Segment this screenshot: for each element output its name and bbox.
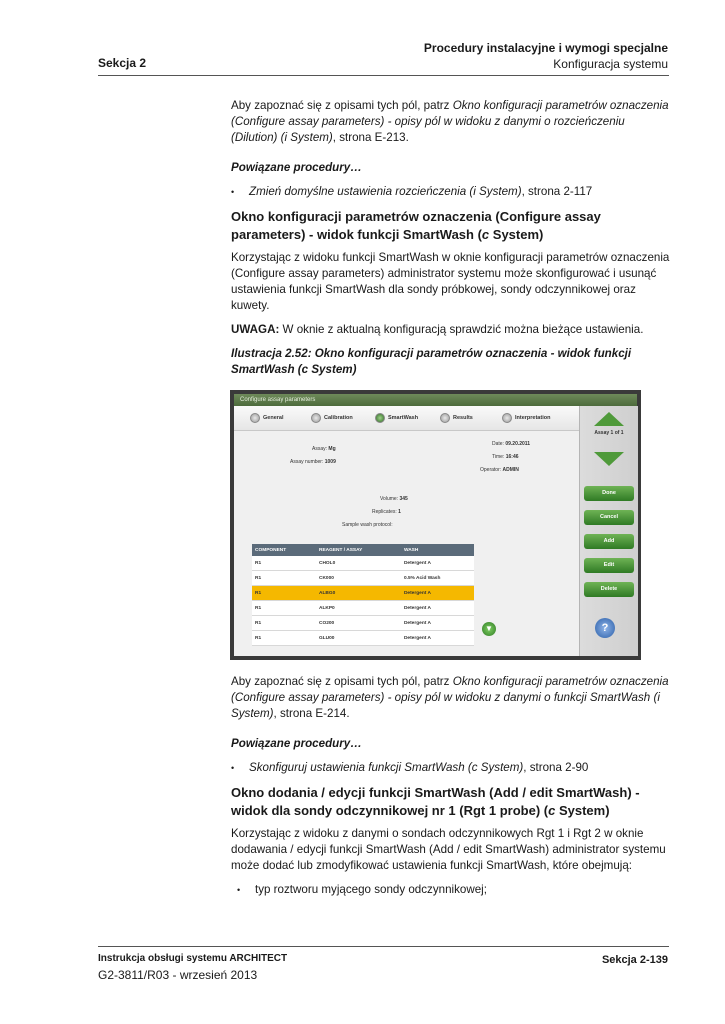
link-ref-dilution[interactable]: Okno konfiguracji parametrów oznaczenia (Configure assay parameters) - opisy pól w widoku z danymi o rozcieńczeniu (Dilution) (i System) bbox=[231, 99, 669, 144]
tab-interpretation[interactable] bbox=[502, 413, 550, 423]
column-header: COMPONENT bbox=[252, 544, 316, 556]
header-rule bbox=[98, 75, 669, 76]
table-cell: CHOL0 bbox=[316, 556, 401, 571]
text-run: c bbox=[481, 227, 490, 242]
tab-bar bbox=[234, 406, 579, 431]
section-heading-add-edit bbox=[231, 784, 671, 820]
text-run: W oknie z aktualną konfiguracją sprawdzić można bieżące ustawienia. bbox=[279, 323, 644, 336]
assay-number-field bbox=[290, 459, 336, 465]
operator-value: ADMIN bbox=[502, 467, 519, 473]
link-ref-smartwash[interactable]: Okno konfiguracji parametrów oznaczenia (Configure assay parameters) - opisy pól w widoku z danymi o funkcji SmartWash (i System) bbox=[231, 675, 669, 720]
next-assay-arrow-icon[interactable] bbox=[594, 452, 624, 466]
link-change-dilution[interactable]: Zmień domyślne ustawienia rozcieńczenia (i System) bbox=[249, 185, 522, 198]
sample-wash-label: Sample wash protocol: bbox=[342, 522, 393, 528]
table-cell: Detergent A bbox=[401, 616, 474, 631]
volume-value: 345 bbox=[399, 496, 408, 502]
table-cell: R1 bbox=[252, 586, 316, 601]
table-cell: CO200 bbox=[316, 616, 401, 631]
related-procedures-heading: Powiązane procedury… bbox=[231, 161, 362, 174]
edit-button[interactable]: Edit bbox=[584, 558, 634, 573]
table-cell: ALKP0 bbox=[316, 601, 401, 616]
assay-field bbox=[312, 446, 336, 452]
table-cell: R1 bbox=[252, 571, 316, 586]
paragraph-ref-dilution bbox=[231, 98, 671, 146]
tab-calibration[interactable] bbox=[311, 413, 353, 423]
footer-rule bbox=[98, 946, 669, 947]
assay-value: Mg bbox=[328, 446, 336, 452]
related-procedures-heading: Powiązane procedury… bbox=[231, 737, 362, 750]
bullet-item bbox=[231, 184, 671, 200]
paragraph-add-edit-desc: Korzystając z widoku z danymi o sondach odczynnikowych Rgt 1 i Rgt 2 w oknie dodawania / edycji funkcji SmartWash (Add / edit SmartWash) administrator systemu może dodać lub zmodyfikować ustawienia funkcji SmartWash, które obejmują: bbox=[231, 827, 666, 872]
tab-label: Results bbox=[453, 415, 473, 421]
assay-number-label: Assay number: bbox=[290, 459, 324, 465]
date-value: 09.20.2011 bbox=[505, 441, 531, 447]
radio-icon bbox=[375, 413, 385, 423]
footer-page-number: Sekcja 2-139 bbox=[601, 954, 668, 966]
tab-smartwash[interactable] bbox=[375, 413, 418, 423]
figure-screenshot bbox=[230, 390, 641, 660]
smartwash-table bbox=[252, 544, 474, 646]
header-section: Sekcja 2 bbox=[98, 56, 147, 70]
table-row[interactable] bbox=[252, 631, 474, 646]
paragraph-ref-smartwash bbox=[231, 674, 671, 722]
column-header: WASH bbox=[401, 544, 474, 556]
tab-label: Interpretation bbox=[515, 415, 551, 421]
window-title: Configure assay parameters bbox=[234, 394, 637, 406]
add-button[interactable]: Add bbox=[584, 534, 634, 549]
replicates-value: 1 bbox=[398, 509, 401, 515]
help-icon[interactable]: ? bbox=[595, 618, 615, 638]
time-value: 16:46 bbox=[505, 454, 519, 460]
sample-wash-field bbox=[342, 522, 393, 528]
header-title: Procedury instalacyjne i wymogi specjalne bbox=[423, 41, 668, 55]
figure-caption: Ilustracja 2.52: Okno konfiguracji parametrów oznaczenia - widok funkcji SmartWash (c System) bbox=[231, 347, 632, 376]
text-run: , strona E-214. bbox=[273, 707, 350, 720]
tab-label: Calibration bbox=[324, 415, 353, 421]
tab-general[interactable] bbox=[250, 413, 283, 423]
bullet-item: • typ roztworu myjącego sondy odczynnikowej; bbox=[237, 882, 671, 898]
table-cell: R1 bbox=[252, 601, 316, 616]
table-cell: ALBG0 bbox=[316, 586, 401, 601]
upper-text-block bbox=[231, 98, 671, 378]
scroll-down-icon[interactable]: ▼ bbox=[482, 622, 496, 636]
text-run: , strona 2-90 bbox=[523, 761, 589, 774]
text-run: System) bbox=[555, 803, 610, 818]
table-cell: CK000 bbox=[316, 571, 401, 586]
text-run: Okno dodania / edycji funkcji SmartWash (Add / edit SmartWash) - widok dla sondy odczynnikowej nr 1 (Rgt 1 probe) ( bbox=[231, 785, 640, 818]
footer-manual-title: Instrukcja obsługi systemu ARCHITECT bbox=[98, 953, 288, 964]
table-cell: Detergent A bbox=[401, 586, 474, 601]
table-row[interactable] bbox=[252, 601, 474, 616]
operator-field bbox=[480, 467, 519, 473]
text-run: , strona E-213. bbox=[332, 131, 409, 144]
window-panel bbox=[234, 406, 637, 656]
column-header: REAGENT / ASSAY bbox=[316, 544, 401, 556]
table-cell: 0.5% Acid Wash bbox=[401, 571, 474, 586]
table-row[interactable] bbox=[252, 556, 474, 571]
tab-label: General bbox=[263, 415, 284, 421]
time-label: Time: bbox=[492, 454, 505, 460]
operator-label: Operator: bbox=[480, 467, 502, 473]
text-run: Aby zapoznać się z opisami tych pól, patrz bbox=[231, 99, 453, 112]
assay-label: Assay: bbox=[312, 446, 328, 452]
table-row[interactable] bbox=[252, 571, 474, 586]
volume-field bbox=[380, 496, 408, 502]
table-cell: GLU00 bbox=[316, 631, 401, 646]
tab-results[interactable] bbox=[440, 413, 473, 423]
date-label: Date: bbox=[492, 441, 504, 447]
bullet-item bbox=[231, 760, 671, 776]
table-cell: R1 bbox=[252, 616, 316, 631]
paragraph-smartwash-desc: Korzystając z widoku funkcji SmartWash w oknie konfiguracji parametrów oznaczenia (Configure assay parameters) administrator systemu może skonfigurować i usunąć ustawienia funkcji SmartWash dla sondy próbkowej, sondy odczynnikowej oraz kuwety. bbox=[231, 251, 670, 312]
note-paragraph bbox=[231, 322, 671, 338]
replicates-field bbox=[372, 509, 401, 515]
table-cell: Detergent A bbox=[401, 631, 474, 646]
text-run: c bbox=[548, 803, 556, 818]
footer-doc-id: G2-3811/R03 - wrzesień 2013 bbox=[98, 968, 258, 982]
radio-icon bbox=[440, 413, 450, 423]
replicates-label: Replicates: bbox=[372, 509, 397, 515]
assay-counter: Assay 1 of 1 bbox=[594, 430, 624, 436]
section-heading-smartwash bbox=[231, 208, 671, 244]
radio-icon bbox=[311, 413, 321, 423]
radio-icon bbox=[250, 413, 260, 423]
tab-label: SmartWash bbox=[388, 415, 419, 421]
table-cell: R1 bbox=[252, 556, 316, 571]
volume-label: Volume: bbox=[380, 496, 399, 502]
table-cell: R1 bbox=[252, 631, 316, 646]
sidebar bbox=[579, 406, 638, 656]
header-subtitle: Konfiguracja systemu bbox=[553, 57, 668, 71]
table-row[interactable] bbox=[252, 616, 474, 631]
date-field bbox=[492, 441, 530, 447]
lower-text-block bbox=[231, 674, 671, 898]
delete-button[interactable]: Delete bbox=[584, 582, 634, 597]
table-header-row bbox=[252, 544, 474, 556]
text-run: Okno konfiguracji parametrów oznaczenia (Configure assay parameters) - widok funkcji SmartWash ( bbox=[231, 209, 601, 242]
done-button[interactable]: Done bbox=[584, 486, 634, 501]
cancel-button[interactable]: Cancel bbox=[584, 510, 634, 525]
link-configure-smartwash[interactable]: Skonfiguruj ustawienia funkcji SmartWash (c System) bbox=[249, 761, 524, 774]
table-cell: Detergent A bbox=[401, 556, 474, 571]
text-run: Aby zapoznać się z opisami tych pól, patrz bbox=[231, 675, 453, 688]
text-run: , strona 2-117 bbox=[521, 185, 593, 198]
table-row-selected[interactable] bbox=[252, 586, 474, 601]
table-cell: Detergent A bbox=[401, 601, 474, 616]
note-label: UWAGA: bbox=[231, 323, 280, 336]
text-run: System) bbox=[489, 227, 544, 242]
assay-number-value: 1009 bbox=[324, 459, 336, 465]
time-field bbox=[492, 454, 519, 460]
radio-icon bbox=[502, 413, 512, 423]
previous-assay-arrow-icon[interactable] bbox=[594, 412, 624, 426]
